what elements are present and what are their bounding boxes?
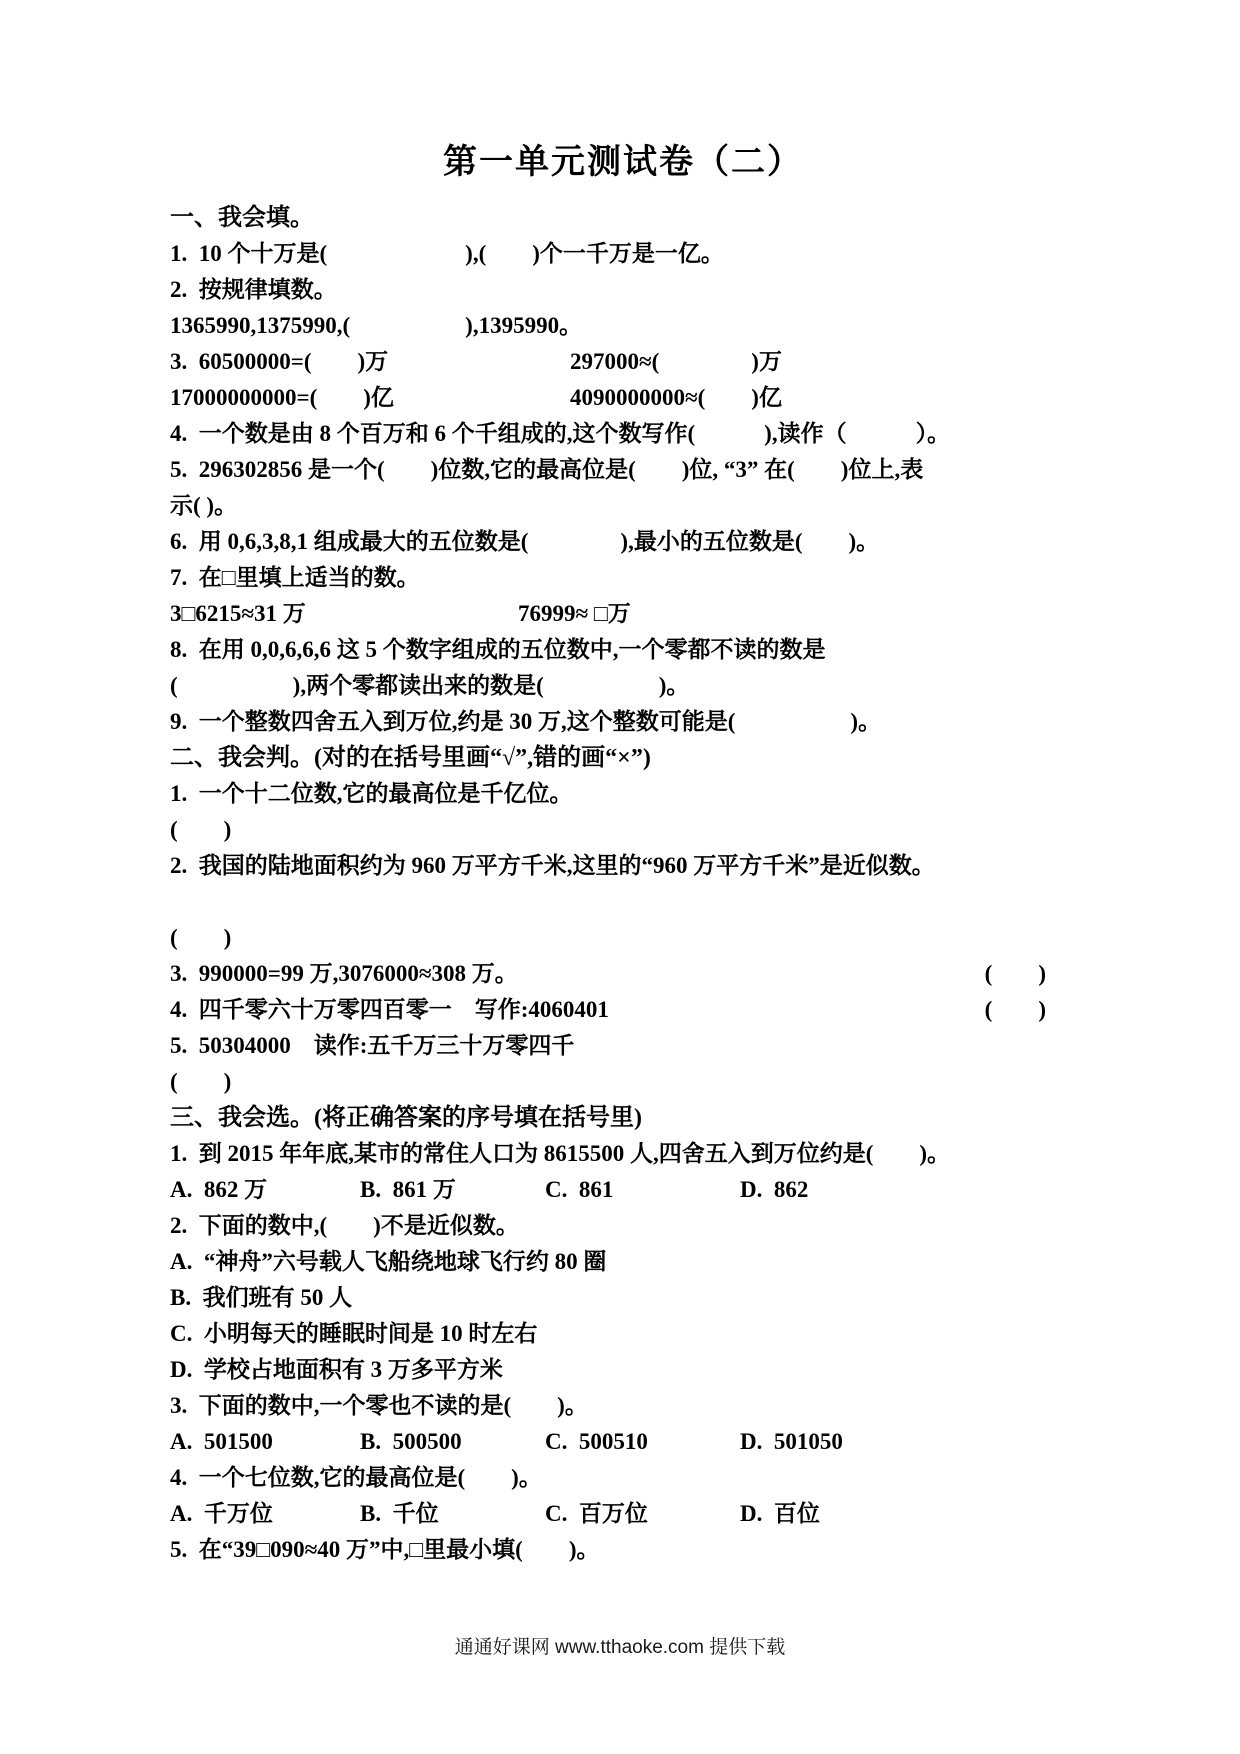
choice-q2-option-b: B. 我们班有 50 人 (170, 1285, 353, 1310)
judge-q3-text: 3. 990000=99 万,3076000≈308 万。 (170, 961, 518, 986)
judge-question-1: 1. 一个十二位数,它的最高位是千亿位。 (170, 781, 573, 806)
fill-question-3-line-1 (170, 344, 1076, 380)
judge-question-2-answer-blank: ( ) (170, 925, 232, 950)
choice-q4-option-d: D. 百位 (740, 1501, 820, 1526)
choice-q3-option-c: C. 500510 (545, 1429, 648, 1454)
judge-question-5: 5. 50304000 读作:五千万三十万零四千 (170, 1033, 575, 1058)
fill-question-9: 9. 一个整数四舍五入到万位,约是 30 万,这个整数可能是( )。 (170, 709, 882, 734)
fill-question-5: 5. 296302856 是一个( )位数,它的最高位是( )位, “3” 在( )位上,表 (170, 457, 924, 482)
choice-question-5: 5. 在“39□090≈40 万”中,□里最小填( )。 (170, 1537, 600, 1562)
fill-question-1: 1. 10 个十万是( ),( )个一千万是一亿。 (170, 241, 724, 266)
choice-q1-option-b: B. 861 万 (360, 1177, 456, 1202)
choice-question-2: 2. 下面的数中,( )不是近似数。 (170, 1213, 519, 1238)
section-2-heading: 二、我会判。(对的在括号里画“√”,错的画“×”) (170, 745, 651, 771)
judge-question-1-answer-blank: ( ) (170, 817, 232, 842)
spacer-row (170, 884, 1076, 920)
choice-question-1: 1. 到 2015 年年底,某市的常住人口为 8615500 人,四舍五入到万位约是( )。 (170, 1141, 951, 1166)
choice-question-1-options (170, 1172, 1076, 1208)
fill-question-8-continued: ( ),两个零都读出来的数是( )。 (170, 673, 690, 698)
choice-question-3-options (170, 1424, 1076, 1460)
fill-question-2: 2. 按规律填数。 (170, 277, 337, 302)
choice-q2-option-d: D. 学校占地面积有 3 万多平方米 (170, 1357, 503, 1382)
choice-q1-option-d: D. 862 (740, 1177, 809, 1202)
fill-q7-left: 3□6215≈31 万 (170, 601, 306, 626)
fill-q3b-left: 17000000000=( )亿 (170, 385, 394, 410)
choice-q3-option-d: D. 501050 (740, 1429, 843, 1454)
footer-credit: 通通好课网 www.tthaoke.com 提供下载 (454, 1637, 786, 1658)
choice-q3-option-a: A. 501500 (170, 1429, 273, 1454)
choice-q4-option-c: C. 百万位 (545, 1501, 648, 1526)
choice-question-4-options (170, 1496, 1076, 1532)
fill-question-6: 6. 用 0,6,3,8,1 组成最大的五位数是( ),最小的五位数是( )。 (170, 529, 880, 554)
choice-q4-option-b: B. 千位 (360, 1501, 439, 1526)
judge-q4-text: 4. 四千零六十万零四百零一 写作:4060401 (170, 997, 609, 1022)
paper-content (170, 138, 1076, 1568)
choice-question-4: 4. 一个七位数,它的最高位是( )。 (170, 1465, 542, 1490)
fill-question-7-boxes (170, 596, 1076, 632)
choice-q1-option-c: C. 861 (545, 1177, 614, 1202)
section-1-heading: 一、我会填。 (170, 205, 314, 231)
judge-question-2: 2. 我国的陆地面积约为 960 万平方千米,这里的“960 万平方千米”是近似数。 (170, 853, 935, 878)
section-3-heading: 三、我会选。(将正确答案的序号填在括号里) (170, 1105, 642, 1131)
judge-question-3 (170, 956, 1076, 992)
fill-q3b-right: 4090000000≈( )亿 (570, 385, 782, 410)
judge-question-5-answer-blank: ( ) (170, 1069, 232, 1094)
judge-q3-answer-blank: ( ) (984, 961, 1046, 986)
choice-q1-option-a: A. 862 万 (170, 1177, 268, 1202)
fill-q7-right: 76999≈ □万 (518, 601, 631, 626)
fill-q3-left: 3. 60500000=( )万 (170, 349, 389, 374)
choice-q4-option-a: A. 千万位 (170, 1501, 273, 1526)
fill-question-2-sequence: 1365990,1375990,( ),1395990。 (170, 313, 583, 338)
choice-q3-option-b: B. 500500 (360, 1429, 462, 1454)
choice-q2-option-c: C. 小明每天的睡眠时间是 10 时左右 (170, 1321, 538, 1346)
choice-q2-option-a: A. “神舟”六号载人飞船绕地球飞行约 80 圈 (170, 1249, 607, 1274)
fill-question-3-line-2 (170, 380, 1076, 416)
fill-question-5-continued: 示( )。 (170, 493, 238, 518)
choice-question-3: 3. 下面的数中,一个零也不读的是( )。 (170, 1393, 588, 1418)
fill-question-8: 8. 在用 0,0,6,6,6 这 5 个数字组成的五位数中,一个零都不读的数是 (170, 637, 826, 662)
page-title: 第一单元测试卷（二） (443, 143, 803, 181)
judge-q4-answer-blank: ( ) (984, 997, 1046, 1022)
judge-question-4 (170, 992, 1076, 1028)
fill-q3-right: 297000≈( )万 (570, 349, 782, 374)
fill-question-7: 7. 在□里填上适当的数。 (170, 565, 420, 590)
fill-question-4: 4. 一个数是由 8 个百万和 6 个千组成的,这个数写作( ),读作（ ）。 (170, 421, 951, 446)
